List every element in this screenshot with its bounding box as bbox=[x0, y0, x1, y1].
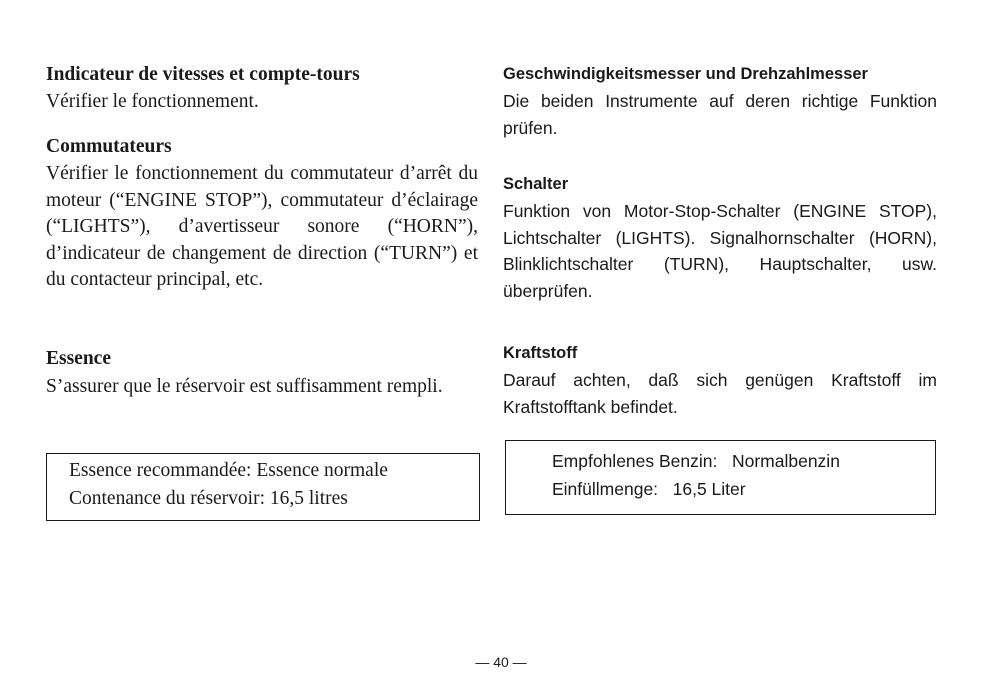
fr-fuel-heading: Essence bbox=[46, 348, 111, 369]
de-speedometer-heading: Geschwindigkeitsmesser und Drehzahlmesser bbox=[503, 65, 868, 83]
de-fuel-heading: Kraftstoff bbox=[503, 344, 578, 362]
fr-tank-capacity: Contenance du réservoir: 16,5 litres bbox=[69, 488, 348, 509]
de-speedometer-body: Die beiden Instrumente auf deren richtige Funktion prüfen. bbox=[503, 91, 937, 138]
de-fuel-body: Darauf achten, daß sich genügen Kraftstoff im Kraftstofftank befindet. bbox=[503, 370, 937, 417]
fr-fuel-body: S’assurer que le réservoir est suffisamment rempli. bbox=[46, 376, 443, 397]
de-switches-heading: Schalter bbox=[503, 175, 569, 193]
fr-switches-body: Vérifier le fonctionnement du commutateur d’arrêt du moteur (“ENGINE STOP”), commutateur d’éclairage (“LIGHTS”), d’avertisseur sonore (“HORN”), d’indicateur de changement de direction (“TURN”) et du contacteur principal, etc. bbox=[46, 163, 478, 290]
fr-fuel-spec-box bbox=[46, 453, 480, 521]
fr-switches-heading: Commutateurs bbox=[46, 136, 172, 157]
fr-speedometer-heading: Indicateur de vitesses et compte-tours bbox=[46, 64, 360, 85]
fr-recommended-fuel: Essence recommandée: Essence normale bbox=[69, 460, 388, 481]
de-fuel-spec-box bbox=[505, 440, 936, 515]
page-number: — 40 — bbox=[475, 654, 527, 670]
fr-speedometer-body: Vérifier le fonctionnement. bbox=[46, 91, 259, 112]
de-recommended-fuel: Empfohlenes Benzin: Normalbenzin bbox=[552, 451, 840, 471]
de-switches-body: Funktion von Motor-Stop-Schalter (ENGINE STOP), Lichtschalter (LIGHTS). Signalhornschalter (HORN), Blinklichtschalter (TURN), Hauptschalter, usw. überprüfen. bbox=[503, 201, 937, 301]
de-tank-capacity: Einfüllmenge: 16,5 Liter bbox=[552, 479, 746, 499]
